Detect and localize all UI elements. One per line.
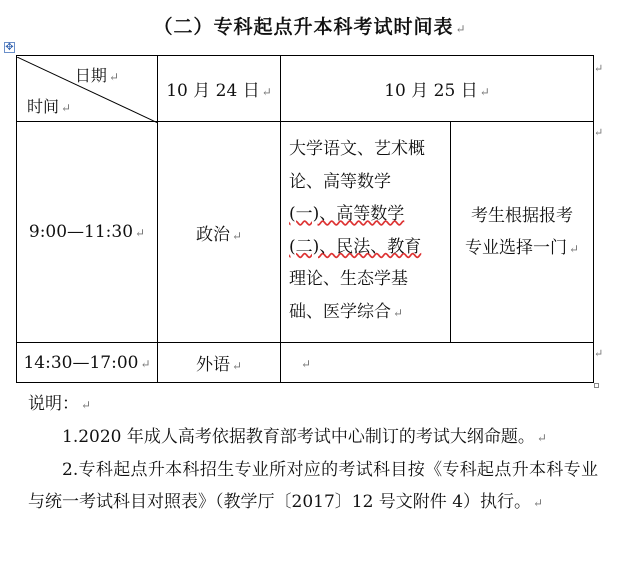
paragraph-mark-icon: ↵ [455,22,467,36]
table-move-handle-icon[interactable]: ✥ [5,42,14,53]
subject-line: 础、医学综合 ↵ [289,301,404,322]
table-header-row [17,56,594,122]
notes-section [28,388,598,519]
subject-line: 理论、生态学基 [289,269,408,289]
time-cell-afternoon: 14:30—17:00 ↵ [17,343,158,383]
day2-subjects-morning [281,122,451,343]
row-end-mark-icon: ↵ [594,126,604,139]
note-item: 1.2020 年成人高考依据教育部考试中心制订的考试大纲命题。 ↵ [62,427,547,447]
page-title [0,12,620,39]
time-header-label: 时间 ↵ [27,96,72,116]
row-end-mark-icon: ↵ [594,347,604,360]
table-row-afternoon [17,343,594,383]
table-row-morning [17,122,594,343]
subject-line: (一)、高等数学 [289,204,405,224]
header-day2: 10 月 25 日 ↵ [281,56,594,122]
note-item: 2.专科起点升本科招生专业所对应的考试科目按《专科起点升本科专业与统一考试科目对照表》（教学厅〔2017〕12 号文附件 4）执行。 ↵ [28,460,598,512]
subject-line: 大学语文、艺术概 [289,139,425,159]
subject-line: (二)、民法、教育 [289,236,422,257]
header-day1: 10 月 24 日 ↵ [158,56,281,122]
day2-subject-afternoon: ↵ [281,343,594,383]
subject-line: 论、高等数学 [289,171,391,192]
notes-heading: 说明： ↵ [28,394,92,414]
note-line: 专业选择一门 ↵ [464,237,580,258]
title-text: （二）专科起点升本科考试时间表 [153,16,454,38]
time-cell-morning: 9:00—11:30 ↵ [17,122,158,343]
row-end-mark-icon: ↵ [594,62,604,75]
exam-schedule-table [16,55,594,383]
date-header-label: 日期 ↵ [74,65,119,85]
diagonal-header-cell [17,56,158,122]
day1-subject-afternoon: 外语 ↵ [158,343,281,383]
note-line: 考生根据报考 [471,205,573,226]
day2-note-morning [451,122,594,343]
day1-subject-morning: 政治 ↵ [158,122,281,343]
